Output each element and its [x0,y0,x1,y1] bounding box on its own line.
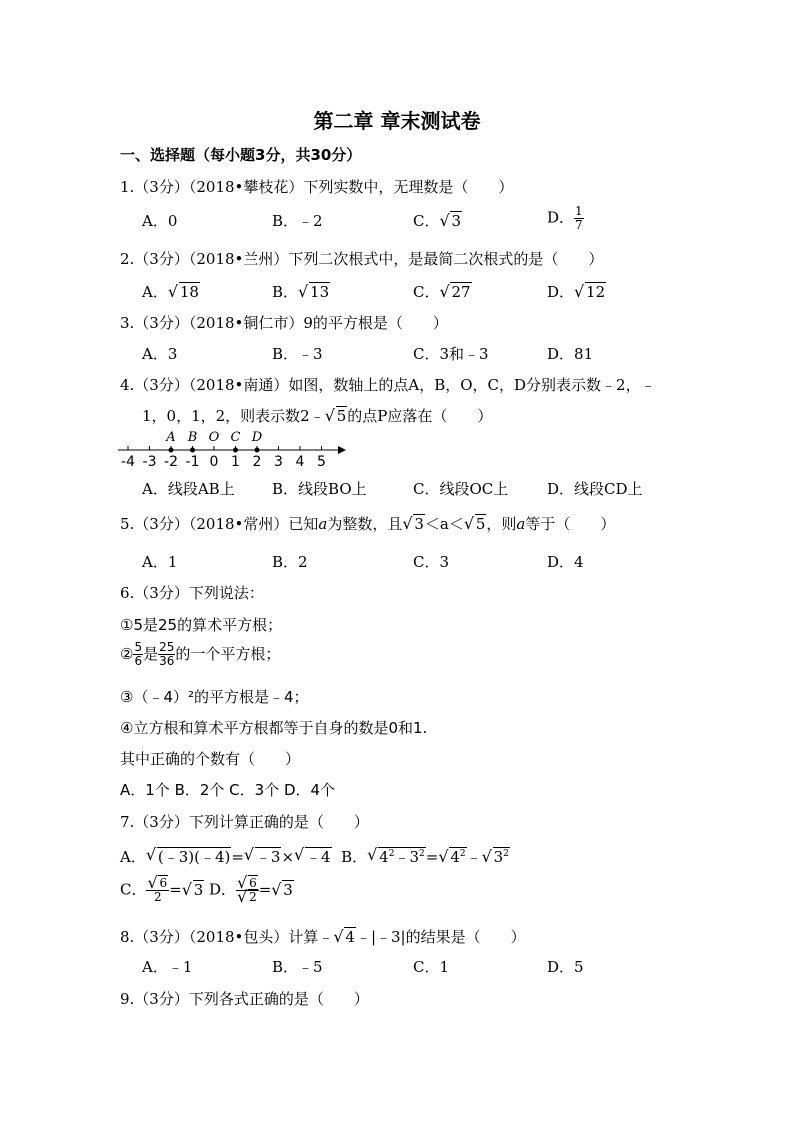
number-line-point-label: D [251,430,263,445]
q5-var-a: a [318,515,328,533]
q3-option-d: D．81 [547,345,594,363]
q7-options-ab [120,846,510,867]
q7-b-eq: = [425,848,439,866]
q5-mid2: ，则 [486,515,517,533]
question-2: 2.（3分）（2018•兰州）下列二次根式中，是最简二次根式的是（ ） [120,250,604,268]
q6-f1-num: 5 [134,640,143,654]
q4-option-c: C．线段OC上 [413,480,509,498]
q4-radicand: 5 [336,407,347,425]
section-heading: 一、选择题（每小题3分，共30分） [120,146,362,164]
question-3: 3.（3分）（2018•铜仁市）9的平方根是（ ） [120,314,448,332]
q4-option-d: D．线段CD上 [547,480,643,498]
q4-text-b: 的点P应落在（ ） [347,407,493,425]
q2-option-d-label: D． [547,283,575,301]
q6-statement-4: ④立方根和算术平方根都等于自身的数是0和1. [120,719,428,737]
number-line-tick-label: 3 [274,454,283,470]
q5-radicand-1: 3 [414,515,424,533]
question-8 [120,926,526,947]
q6-s2-mid: 是 [143,645,159,663]
q4-sqrt [325,407,348,425]
number-line-point-b [190,448,195,453]
q6-s2-post: 的一个平方根； [175,645,281,663]
q1-denominator: 7 [575,218,583,232]
number-line-tick-label: 2 [252,454,262,470]
q8-radicand: 4 [345,928,355,946]
q1-numerator: 1 [575,204,583,218]
q6-fraction-2 [158,641,175,668]
q1-sqrt [439,212,462,230]
q7-d-den-rad: 2 [249,890,257,904]
q7-c-label: C． [120,880,147,899]
q7-c-eq: = [169,880,182,899]
q7-d-sqrt [271,881,294,899]
number-line-tick-label: 0 [209,454,219,470]
q2-a-sqrt [168,283,200,301]
q7-a-rad-3: ﹣4 [306,848,331,866]
q4-text-a: 1，0，1，2，则表示数2﹣ [142,407,325,425]
q1-option-d [547,205,584,232]
number-line-tick-label: 1 [231,454,240,470]
q6-statement-3: ③（﹣4）²的平方根是﹣4； [120,688,309,706]
q2-c-sqrt [439,283,471,301]
q7-d-eq: = [258,880,272,899]
q7-d-fraction [236,877,259,904]
q5-pre: 5.（3分）（2018•常州）已知 [120,515,319,533]
q7-b-sqrt-3 [482,848,510,866]
q2-c-radicand: 27 [451,283,471,301]
number-line-tick-label: -2 [164,454,178,470]
q7-b-minus: ﹣ [466,848,482,866]
number-line-point-d [255,448,260,453]
q3-option-a: A．3 [142,345,178,363]
q6-f1-den: 6 [134,654,143,668]
q7-a-sqrt-3 [294,846,332,867]
q2-option-b [272,281,330,302]
q2-a-radicand: 18 [179,283,199,301]
q8-option-d: D．5 [547,958,584,976]
q2-d-radicand: 12 [586,283,606,301]
q1-option-c-label: C． [413,212,440,230]
q7-a-sqrt-2 [244,846,282,867]
q8-sqrt [333,928,356,946]
q2-b-sqrt [298,283,330,301]
number-line-point-label: B [187,430,198,445]
number-line-point-c [233,448,238,453]
number-line [114,424,354,474]
q7-a-sqrt-1 [146,846,232,867]
q6-question: 其中正确的个数有（ ） [120,750,301,768]
q5-sqrt-2 [464,515,487,533]
q1-option-a: A．0 [142,212,178,230]
q7-a-rad-2: ﹣3 [255,848,281,866]
q2-option-d [547,281,606,302]
question-5 [120,513,615,534]
q6-f2-den: 36 [159,654,175,668]
q1-option-b: B．﹣2 [272,212,323,230]
q2-option-c-label: C． [413,283,440,301]
q7-d-rad: 3 [283,880,293,899]
q1-option-c [413,210,462,231]
q5-option-a: A．1 [142,553,178,571]
number-line-point-label: C [230,430,241,445]
q5-var-a2: a [516,515,526,533]
number-line-arrow [338,446,346,454]
number-line-tick-label: -3 [142,454,157,470]
question-7: 7.（3分）下列计算正确的是（ ） [120,813,369,831]
q5-post: 等于（ ） [525,515,616,533]
q5-sqrt-1 [402,515,425,533]
q7-b-sqrt-2 [438,848,466,866]
q7-c-den: 2 [153,890,162,904]
q7-options-cd [120,877,294,904]
q7-c-rad: 3 [193,880,204,899]
q7-a-eq: = [231,848,244,866]
q7-a-label: A． [120,848,146,866]
q7-c-num [146,877,169,891]
number-line-tick-label: -4 [121,454,135,470]
q7-b-sqrt-1 [367,846,426,867]
q7-d-num-rad: 6 [249,876,257,890]
q7-d-label: D． [209,880,237,899]
q2-option-a-label: A． [142,283,168,301]
q6-s2-pre: ② [120,645,134,663]
q1-option-d-label: D． [547,208,575,227]
q7-c-fraction [146,877,169,904]
number-line-point-label: O [208,430,220,445]
question-6: 6.（3分）下列说法： [120,584,264,602]
q5-option-c: C．3 [413,553,450,571]
q4-option-b: B．线段BO上 [272,480,367,498]
q4-option-a: A．线段AB上 [142,480,235,498]
question-4-line-1: 4.（3分）（2018•南通）如图，数轴上的点A，B，O，C，D分别表示数﹣2，﹣ [120,376,656,394]
q6-f2-num: 25 [159,640,175,654]
q7-b-rad-1: $4^2﹣3^2$ [379,848,425,866]
number-line-tick-label: 4 [295,454,305,470]
q7-c-sqrt [182,881,205,899]
q7-b-rad-3: $3^2$ [493,848,509,866]
q7-b-label: B． [341,848,368,866]
question-4-line-2 [142,405,492,426]
q2-option-b-label: B． [272,283,299,301]
q3-option-b: B．﹣3 [272,345,323,363]
q7-c-num-rad: 6 [159,876,168,890]
q2-d-sqrt [574,283,606,301]
q5-mid1: 为整数，且 [327,515,403,533]
q8-option-b: B．﹣5 [272,958,323,976]
q5-option-d: D．4 [547,553,584,571]
number-line-point-label: A [166,430,176,445]
number-line-tick-label: -1 [185,454,200,470]
q8-pre: 8.（3分）（2018•包头）计算﹣ [120,928,334,946]
q8-post: ﹣|﹣3|的结果是（ ） [355,928,526,946]
q7-a-times: × [281,848,295,866]
q3-option-c: C．3和﹣3 [413,345,489,363]
page-title: 第二章 章末测试卷 [313,109,481,133]
q1-radicand: 3 [451,212,462,230]
question-1: 1.（3分）（2018•攀枝花）下列实数中，无理数是（ ） [120,178,514,196]
q6-statement-2 [120,641,280,668]
q5-radicand-2: 5 [475,515,486,533]
number-line-tick-label: 5 [317,454,326,470]
q2-option-c [413,281,472,302]
q6-statement-1: ①5是25的算术平方根； [120,616,283,634]
q5-lt: ＜a＜ [424,515,464,533]
number-line-point-a [169,448,174,453]
q7-a-rad-1: (﹣3)(﹣4) [157,848,231,866]
q1-fraction [574,205,584,232]
q2-b-radicand: 13 [310,283,330,301]
q7-d-den [236,891,259,904]
q2-option-a [142,281,200,302]
q8-option-c: C．1 [413,958,450,976]
q6-fraction-1 [133,641,143,668]
q5-option-b: B．2 [272,553,308,571]
q6-options: A．1个 B．2个 C．3个 D．4个 [120,781,336,799]
q7-b-rad-2: $4^2$ [450,848,466,866]
q8-option-a: A．﹣1 [142,958,193,976]
question-9: 9.（3分）下列各式正确的是（ ） [120,990,369,1008]
